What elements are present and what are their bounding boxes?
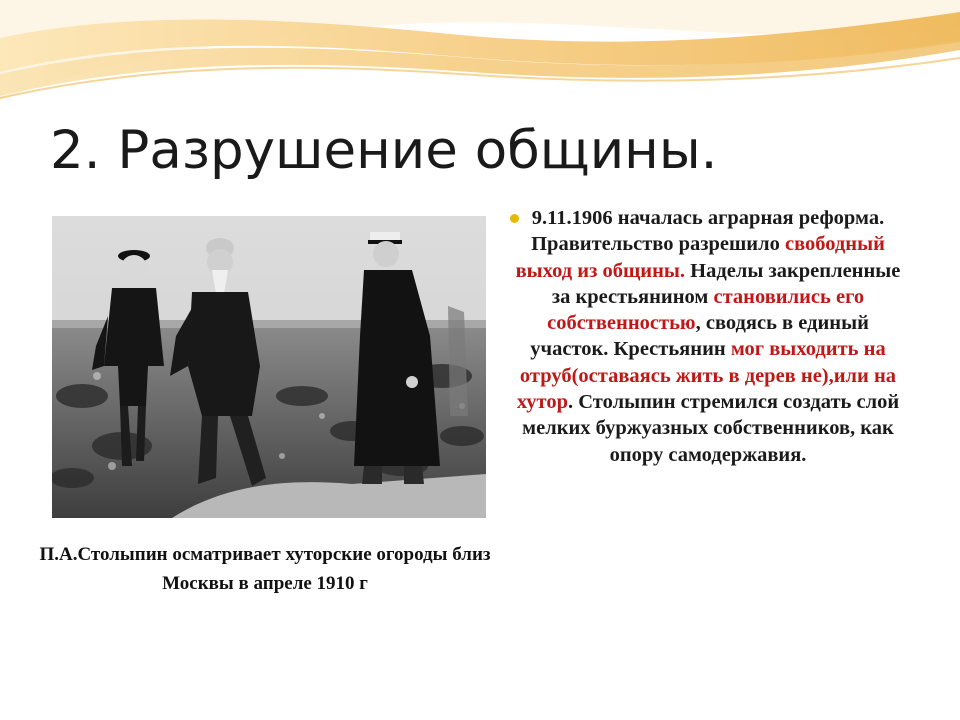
slide-title: 2. Разрушение общины. (50, 120, 718, 181)
highlighted-text-segment: мог выходить на отруб(оставаясь жить в дерев не),или на хутор (516, 338, 897, 414)
highlighted-text-segment: становились его собственностью (547, 285, 865, 335)
text-segment: , сводясь в единый участок. Крестьянин (530, 312, 869, 361)
historical-photo (52, 216, 486, 518)
text-segment: Наделы закрепленные за крестьянином (551, 259, 901, 308)
reform-description (508, 205, 908, 468)
decorative-top-banner (0, 0, 960, 120)
text-segment: . Столыпин стремился создать слой мелких буржуазных собственников, как опору самодержавия. (522, 391, 900, 466)
photo-caption: П.А.Столыпин осматривает хуторские огороды близ Москвы в апреле 1910 г (39, 544, 491, 594)
highlighted-text-segment: свободный выход из общины. (515, 233, 885, 282)
text-segment: 9.11.1906 началась аграрная реформа. Правительство разрешило (531, 207, 885, 256)
